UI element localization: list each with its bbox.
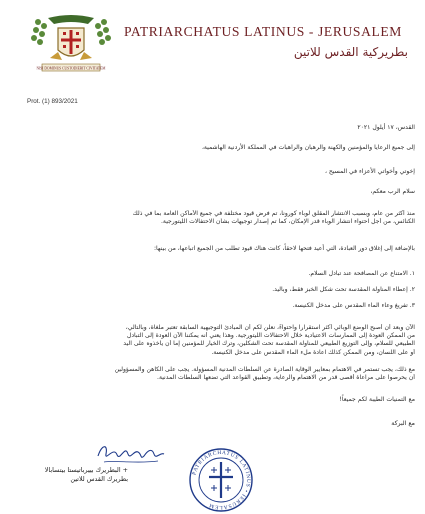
- paragraph-4-line: أن يحرصوا على مراعاة أقصى قدر من الاهتمام والرعاية، وتطبيق القواعد التي تضعها السلطات المدنية.: [157, 374, 415, 382]
- paragraph-4: [22, 366, 415, 382]
- closing-wishes: مع التمنيات الطيبة لكم جميعاً!: [339, 396, 415, 403]
- official-seal: [188, 447, 254, 513]
- paragraph-1: [22, 210, 415, 226]
- list-item: ١. الامتناع عن المصافحة عند تبادل السلام.: [308, 270, 415, 277]
- patriarchal-crest: [28, 14, 114, 78]
- paragraph-1-line: الكنائس، من أجل احتواء انتشار الوباء قدر الإمكان، كما تم إصدار توجيهات بشأن الاحتفالات الليتورجية.: [161, 218, 415, 226]
- list-item: ٢. إعطاء المناولة المقدسة تحت شكل الخبز فقط، وباليد.: [272, 286, 415, 293]
- paragraph-3-line: من الممكن العودة إلى الممارسات الاعتيادية خلال الاحتفالات الليتورجية. وهذا يعني أنه يمكننا الآن العودة إلى التبادل: [126, 332, 415, 340]
- paragraph-4-line: مع ذلك، يجب تستمر في الاهتمام بمعايير الوقاية الصادرة عن السلطات المدنية المسؤولة. يجب على الكاهن والمسؤولين: [114, 366, 415, 373]
- signatory-name: + البطريرك بييرباتيستا بيتسابالا: [44, 466, 128, 474]
- protocol-number: Prot. (1) 893/2021: [27, 98, 78, 105]
- handwritten-signature: [96, 438, 166, 468]
- restrictions-list: [22, 266, 415, 314]
- paragraph-3-line: الآن وبعد أن أصبح الوضع الوبائي أكثر استقراراً واحتواءً، نعلن لكم أن المبادئ التوجيهية السابقة تعتبر ملغاة، وبالتالي،: [125, 324, 415, 331]
- paragraph-1-line: منذ أكثر من عام، وبسبب الانتشار المقلق لوباء كورونا، تم فرض قيود مختلفة في جميع الأماكن العامة بما في ذلك: [132, 210, 415, 217]
- paragraph-3: [22, 324, 415, 357]
- paragraph-3-line: الطبيعي للسلام، وإلى التوزيع الطبيعي للمناولة المقدسة تحت الشكلين، وترك الخيار للمؤمنين إما أن يأخذوه على اليد: [123, 340, 415, 348]
- signatory-title: بطريرك القدس للاتين: [70, 475, 128, 483]
- paragraph-3-line: أو على اللسان، ومن الممكن كذلك اعادة ملء الماء المقدس على مدخل الكنيسة.: [211, 348, 415, 356]
- list-item: ٣. تفريغ وعاء الماء المقدس على مدخل الكنيسة.: [292, 302, 415, 309]
- crest-motto: NISI DOMINUS CUSTODIERIT CIVITATEM: [36, 66, 106, 71]
- address-line: إلى جميع الرعايا والمؤمنين والكهنة والرهبان والراهبات في المملكة الأردنية الهاشمية،: [201, 144, 415, 151]
- paragraph-2: بالإضافة إلى إغلاق دور العبادة، التي أعيد فتحها لاحقاً، كانت هناك قيود تطلب من الجميع اتباعها، من بينها:: [153, 245, 415, 252]
- seal-text: PATRIARCHATUS LATINUS • IERUSALEM: [191, 449, 252, 511]
- signatory-block: [18, 466, 128, 484]
- date-line: القدس، ١٧ أيلول ٢٠٢١: [357, 124, 415, 131]
- greeting-line: إخوتي وأخواتي الأعزاء في المسيح ،: [324, 168, 415, 175]
- header-arabic-title: بطريركية القدس للاتين: [293, 45, 408, 59]
- blessing-line: مع البركة: [391, 420, 415, 427]
- header-latin-title: PATRIARCHATUS LATINUS - JERUSALEM: [124, 24, 402, 39]
- peace-line: سلام الرب معكم،: [370, 188, 415, 195]
